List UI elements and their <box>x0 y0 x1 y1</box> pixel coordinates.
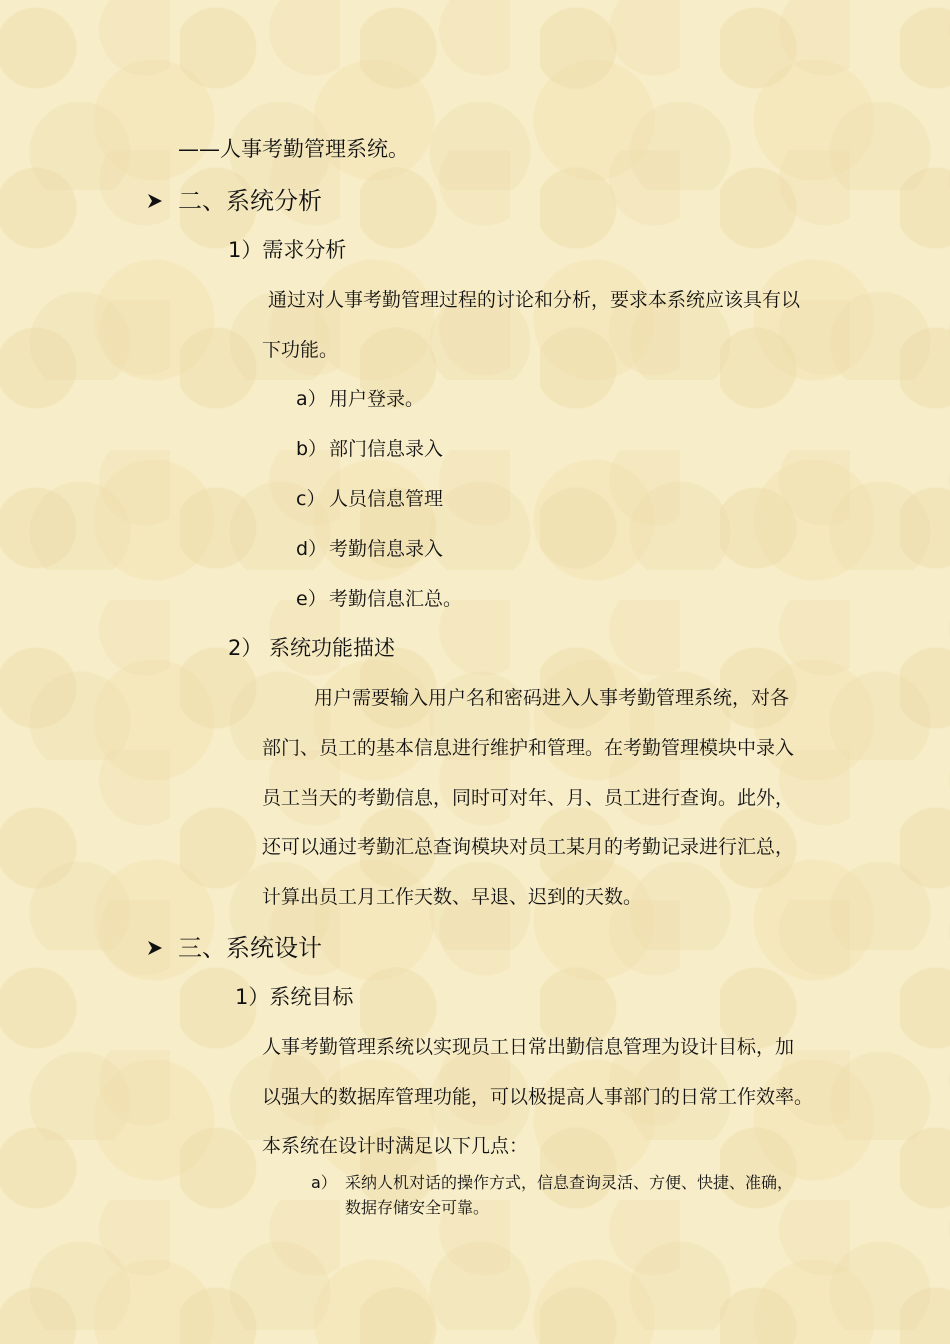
intro-line: ——人事考勤管理系统。 <box>178 137 409 161</box>
section-2-2-paragraph-line-3: 员工当天的考勤信息，同时可对年、月、员工进行查询。此外， <box>262 787 795 809</box>
list-item <box>296 537 443 561</box>
list-item-text: 考勤信息录入 <box>329 538 444 560</box>
list-item <box>296 487 443 511</box>
section-2-2-paragraph-line-2: 部门、员工的基本信息进行维护和管理。在考勤管理模块中录入 <box>262 737 795 759</box>
list-item-text: 采纳人机对话的操作方式，信息查询灵活、方便、快捷、准确， <box>345 1173 794 1192</box>
list-item <box>296 437 443 461</box>
list-item-text: 部门信息录入 <box>329 438 444 460</box>
section-3-1-paragraph-line-2: 以强大的数据库管理功能，可以极提高人事部门的日常工作效率。 <box>262 1086 814 1108</box>
list-item <box>296 387 424 411</box>
bullet-arrow-icon <box>145 938 165 958</box>
list-item-text: 人员信息管理 <box>329 488 444 510</box>
section-2-title: 二、系统分析 <box>178 187 322 215</box>
section-2-1-paragraph-line-1: 通过对人事考勤管理过程的讨论和分析，要求本系统应该具有以 <box>268 289 801 311</box>
section-2-1-title: 1）需求分析 <box>228 238 347 262</box>
section-3-1-paragraph-line-3: 本系统在设计时满足以下几点： <box>262 1135 529 1157</box>
section-2-2-title: 2） 系统功能描述 <box>228 636 396 660</box>
list-item-label: a） <box>296 388 327 410</box>
section-3-1-paragraph-line-1: 人事考勤管理系统以实现员工日常出勤信息管理为设计目标，加 <box>262 1036 795 1058</box>
section-2-1-paragraph-line-2: 下功能。 <box>262 339 339 361</box>
list-item <box>296 587 462 611</box>
section-2-2-paragraph-line-5: 计算出员工月工作天数、早退、迟到的天数。 <box>262 886 643 908</box>
bullet-arrow-icon <box>145 191 165 211</box>
section-2-2-paragraph-line-4: 还可以通过考勤汇总查询模块对员工某月的考勤记录进行汇总， <box>262 836 795 858</box>
list-item-label: e） <box>296 588 327 610</box>
list-item-label: a） <box>311 1173 337 1192</box>
section-2-2-paragraph-line-1: 用户需要输入用户名和密码进入人事考勤管理系统，对各 <box>314 687 790 709</box>
requirement-item-a <box>311 1172 793 1194</box>
list-item-label: c） <box>296 488 326 510</box>
list-item-text: 考勤信息汇总。 <box>329 588 463 610</box>
list-item-label: d） <box>296 538 328 560</box>
section-3-1-title: 1）系统目标 <box>235 985 354 1009</box>
requirement-item-a-continuation: 数据存储安全可靠。 <box>345 1198 490 1217</box>
list-item-text: 用户登录。 <box>329 388 425 410</box>
section-3-title: 三、系统设计 <box>178 934 322 962</box>
list-item-label: b） <box>296 438 328 460</box>
